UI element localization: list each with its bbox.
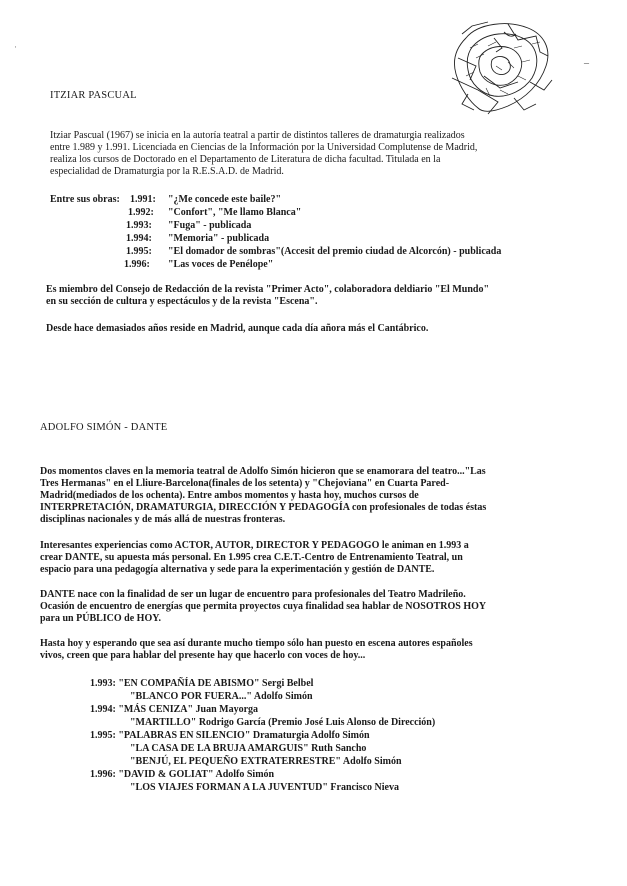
work-year: 1.993: <box>126 220 152 231</box>
production-line: 1.994: "MÁS CENIZA" Juan Mayorga <box>90 704 259 715</box>
production-line: "BENJÚ, EL PEQUEÑO EXTRATERRESTRE" Adolfo Simón <box>130 756 402 767</box>
production-line: 1.996: "DAVID & GOLIAT" Adolfo Simón <box>90 769 275 780</box>
para2-line: crear DANTE, su apuesta más personal. En 1.995 crea C.E.T.-Centro de Entrenamiento Teatral, un <box>40 552 463 563</box>
section2-para1 <box>40 466 620 526</box>
para2-line: Interesantes experiencias como ACTOR, AUTOR, DIRECTOR Y PEDAGOGO le animan en 1.993 a <box>40 540 469 551</box>
sketch-drawing <box>448 18 556 116</box>
production-line: "LA CASA DE LA BRUJA AMARGUIS" Ruth Sancho <box>130 743 367 754</box>
production-line: 1.993: "EN COMPAÑÍA DE ABISMO" Sergi Belbel <box>90 678 314 689</box>
para1-line: disciplinas nacionales y de más allá de nuestras fronteras. <box>40 514 286 525</box>
work-year: 1.994: <box>126 233 152 244</box>
residence-line: Desde hace demasiados años reside en Madrid, aunque cada día añora más el Cantábrico. <box>46 323 429 334</box>
para1-line: Tres Hermanas" en el Lliure-Barcelona(finales de los setenta) y "Chejoviana" en Cuarta Pared- <box>40 478 450 489</box>
production-line: "BLANCO POR FUERA..." Adolfo Simón <box>130 691 313 702</box>
production-line: "LOS VIAJES FORMAN A LA JUVENTUD" Francisco Nieva <box>130 782 399 793</box>
member-line: Es miembro del Consejo de Redacción de la revista "Primer Acto", colaboradora deldiario "El Mundo" <box>46 284 490 295</box>
bio-line: entre 1.989 y 1.991. Licenciada en Ciencias de la Información por la Universidad Complutense de Madrid, <box>50 142 478 153</box>
bio-line: realiza los cursos de Doctorado en el Departamento de Literatura de dicha facultad. Titulada en la <box>50 154 441 165</box>
section2-para3 <box>40 589 620 625</box>
scan-mark: · <box>14 42 17 52</box>
para4-line: Hasta hoy y esperando que sea así durante mucho tiempo sólo han puesto en escena autores españoles <box>40 638 473 649</box>
bio-line: especialidad de Dramaturgia por la R.E.S.A.D. de Madrid. <box>50 166 284 177</box>
section1-bio <box>50 130 610 178</box>
para3-line: para un PÚBLICO de HOY. <box>40 613 162 624</box>
work-year: 1.992: <box>128 207 154 218</box>
work-title: "Memoria" - publicada <box>168 233 270 244</box>
work-title: "¿Me concede este baile?" <box>168 194 282 205</box>
section1-residence <box>46 323 616 335</box>
para3-line: DANTE nace con la finalidad de ser un lugar de encuentro para profesionales del Teatro Madrileño. <box>40 589 466 600</box>
scan-dash: – <box>584 58 589 69</box>
para2-line: espacio para una pedagogía alternativa y sede para la experimentación y gestión de DANTE. <box>40 564 435 575</box>
works-label: Entre sus obras: <box>50 194 120 205</box>
section2-para2 <box>40 540 620 576</box>
section2-para4 <box>40 638 620 662</box>
section1-member <box>46 284 616 308</box>
work-year: 1.995: <box>126 246 152 257</box>
bio-line: Itziar Pascual (1967) se inicia en la autoría teatral a partir de distintos talleres de dramaturgia realizados <box>50 130 465 141</box>
para3-line: Ocasión de encuentro de energías que permita proyectos cuya finalidad sea hablar de NOSOTROS HOY <box>40 601 487 612</box>
work-title: "Las voces de Penélope" <box>168 259 274 270</box>
work-year: 1.991: <box>130 194 156 205</box>
section1-heading: ITZIAR PASCUAL <box>50 90 137 101</box>
work-year: 1.996: <box>124 259 150 270</box>
member-line: en su sección de cultura y espectáculos y de la revista "Escena". <box>46 296 318 307</box>
para1-line: INTERPRETACIÓN, DRAMATURGIA, DIRECCIÓN Y PEDAGOGÍA con profesionales de todas éstas <box>40 502 487 513</box>
section2-heading: ADOLFO SIMÓN - DANTE <box>40 422 168 433</box>
para1-line: Madrid(mediados de los ochenta). Entre ambos momentos y hasta hoy, muchos cursos de <box>40 490 419 501</box>
production-line: "MARTILLO" Rodrigo García (Premio José Luis Alonso de Dirección) <box>130 717 436 728</box>
work-title: "Fuga" - publicada <box>168 220 252 231</box>
para4-line: vivos, creen que para hablar del presente hay que hacerlo con voces de hoy... <box>40 650 366 661</box>
para1-line: Dos momentos claves en la memoria teatral de Adolfo Simón hicieron que se enamorara del teatro..."Las <box>40 466 486 477</box>
work-title: "El domador de sombras"(Accesit del premio ciudad de Alcorcón) - publicada <box>168 246 502 257</box>
production-line: 1.995: "PALABRAS EN SILENCIO" Dramaturgia Adolfo Simón <box>90 730 370 741</box>
work-title: "Confort", "Me llamo Blanca" <box>168 207 302 218</box>
